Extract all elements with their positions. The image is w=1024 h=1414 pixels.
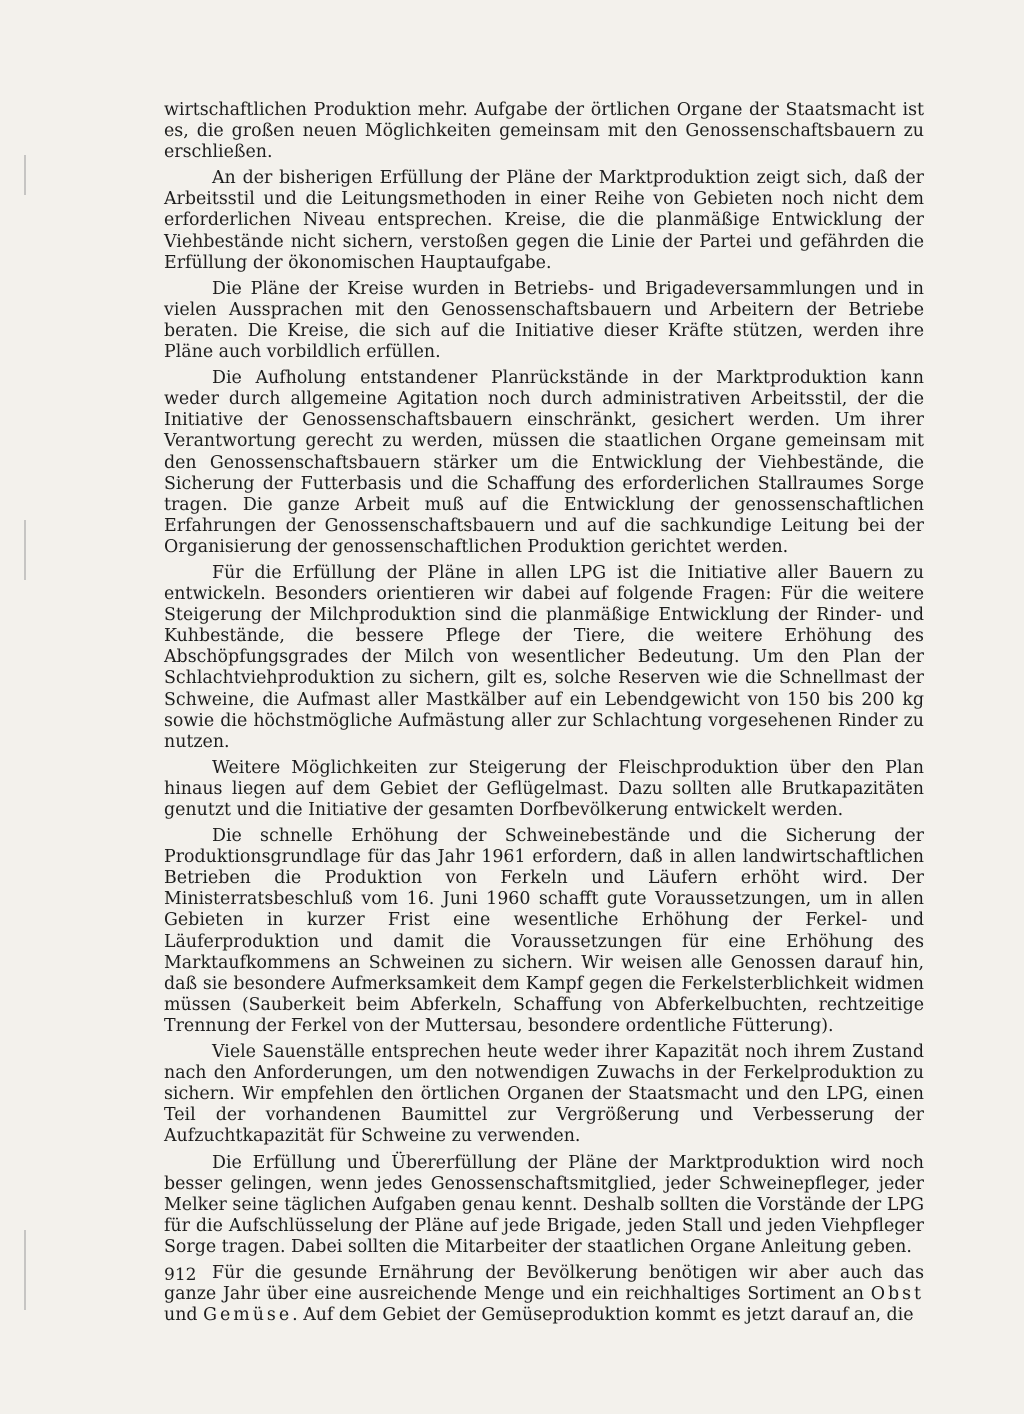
paragraph-6: Weitere Möglichkeiten zur Steigerung der Fleischproduktion über den Plan hinaus liegen auf dem Gebiet der Geflügelmast. Dazu sollten alle Brutkapazitäten genutzt und die Initiative der gesamten Dorfbevölkerung entwickelt werden. — [164, 757, 924, 820]
binding-mark-bottom — [24, 1230, 26, 1310]
paragraph-10-part2: und — [164, 1305, 204, 1326]
page-number: 912 — [164, 1265, 197, 1285]
emphasis-obst: Obst — [870, 1284, 924, 1305]
paragraph-4: Die Aufholung entstandener Planrückstände in der Marktproduktion kann weder durch allgemeine Agitation noch durch administrativen Arbeitsstil, der die Initiative der Genossenschaftsbauern einschränkt, gesichert werden. Um ihrer Verantwortung gerecht zu werden, müssen die staatlichen Organe gemeinsam mit den Genossenschaftsbauern stärker um die Entwicklung der Viehbestände, die Sicherung der Futterbasis und die Schaffung des erforderlichen Stallraumes Sorge tragen. Die ganze Arbeit muß auf die Entwicklung der genossenschaftlichen Erfahrungen der Genossenschaftsbauern und auf die sachkundige Leitung bei der Organisierung der genossenschaftlichen Produktion gerichtet werden. — [164, 368, 924, 557]
paragraph-9: Die Erfüllung und Übererfüllung der Pläne der Marktproduktion wird noch besser gelingen, wenn jedes Genossenschaftsmitglied, jeder Schweinepfleger, jeder Melker seine täglichen Aufgaben genau kennt. Deshalb sollten die Vorstände der LPG für die Aufschlüsselung der Pläne auf jede Brigade, jeden Stall und jeden Viehpfleger Sorge tragen. Dabei sollten die Mitarbeiter der staatlichen Organe Anleitung geben. — [164, 1152, 924, 1257]
paragraph-7: Die schnelle Erhöhung der Schweinebestände und die Sicherung der Produktionsgrundlage für das Jahr 1961 erfordern, daß in allen landwirtschaftlichen Betrieben die Produktion von Ferkeln und Läufern erhöht wird. Der Ministerratsbeschluß vom 16. Juni 1960 schafft gute Voraussetzungen, um in allen Gebieten in kurzer Frist eine wesentliche Erhöhung der Ferkel- und Läuferproduktion und damit die Voraussetzungen für eine Erhöhung des Marktaufkommens an Schweinen zu sichern. Wir weisen alle Genossen darauf hin, daß sie besondere Aufmerksamkeit dem Kampf gegen die Ferkelsterblichkeit widmen müssen (Sauberkeit beim Abferkeln, Schaffung von Abferkelbuchten, rechtzeitige Trennung der Ferkel von der Muttersau, besondere ordentliche Fütterung). — [164, 826, 924, 1036]
paragraph-3: Die Pläne der Kreise wurden in Betriebs- und Brigadeversammlungen und in vielen Aussprachen mit den Genossenschaftsbauern und Arbeitern der Betriebe beraten. Die Kreise, die sich auf die Initiative dieser Kräfte stützen, werden ihre Pläne auch vorbildlich erfüllen. — [164, 278, 924, 363]
paragraph-8: Viele Sauenställe entsprechen heute weder ihrer Kapazität noch ihrem Zustand nach den Anforderungen, um den notwendigen Zuwachs in der Ferkelproduktion zu sichern. Wir empfehlen den örtlichen Organen der Staatsmacht und den LPG, einen Teil der vorhandenen Baumittel zur Vergrößerung und Verbesserung der Aufzuchtkapazität für Schweine zu verwenden. — [164, 1042, 924, 1147]
paragraph-10-part1: Für die gesunde Ernährung der Bevölkerung benötigen wir aber auch das ganze Jahr über eine ausreichende Menge und ein reichhaltiges Sortiment an — [164, 1262, 924, 1305]
paragraph-2: An der bisherigen Erfüllung der Pläne der Marktproduktion zeigt sich, daß der Arbeitsstil und die Leitungsmethoden in einer Reihe von Gebieten noch nicht dem erforderlichen Niveau entsprechen. Kreise, die die planmäßige Entwicklung der Viehbestände nicht sichern, verstoßen gegen die Linie der Partei und gefährden die Erfüllung der ökonomischen Hauptaufgabe. — [164, 168, 924, 273]
paragraph-10-part3: . Auf dem Gebiet der Gemüseproduktion kommt es jetzt darauf an, die — [292, 1305, 914, 1326]
paragraph-1: wirtschaftlichen Produktion mehr. Aufgabe der örtlichen Organe der Staatsmacht ist es, die großen neuen Möglichkeiten gemeinsam mit den Genossenschaftsbauern zu erschließen. — [164, 100, 924, 163]
emphasis-gemuese: Gemüse — [203, 1305, 293, 1326]
binding-mark-top — [24, 155, 26, 195]
paragraph-10 — [164, 1263, 924, 1326]
document-page-body — [164, 100, 924, 1331]
binding-mark-middle — [24, 520, 26, 580]
paragraph-5: Für die Erfüllung der Pläne in allen LPG ist die Initiative aller Bauern zu entwickeln. Besonders orientieren wir dabei auf folgende Fragen: Für die weitere Steigerung der Milchproduktion sind die planmäßige Entwicklung der Rinder- und Kuhbestände, die bessere Pflege der Tiere, die weitere Erhöhung des Abschöpfungsgrades der Milch von wesentlicher Bedeutung. Um den Plan der Schlachtviehproduktion zu sichern, gilt es, solche Reserven wie die Schnellmast der Schweine, die Aufmast aller Mastkälber auf ein Lebendgewicht von 150 bis 200 kg sowie die höchstmögliche Aufmästung aller zur Schlachtung vorgesehenen Rinder zu nutzen. — [164, 562, 924, 752]
